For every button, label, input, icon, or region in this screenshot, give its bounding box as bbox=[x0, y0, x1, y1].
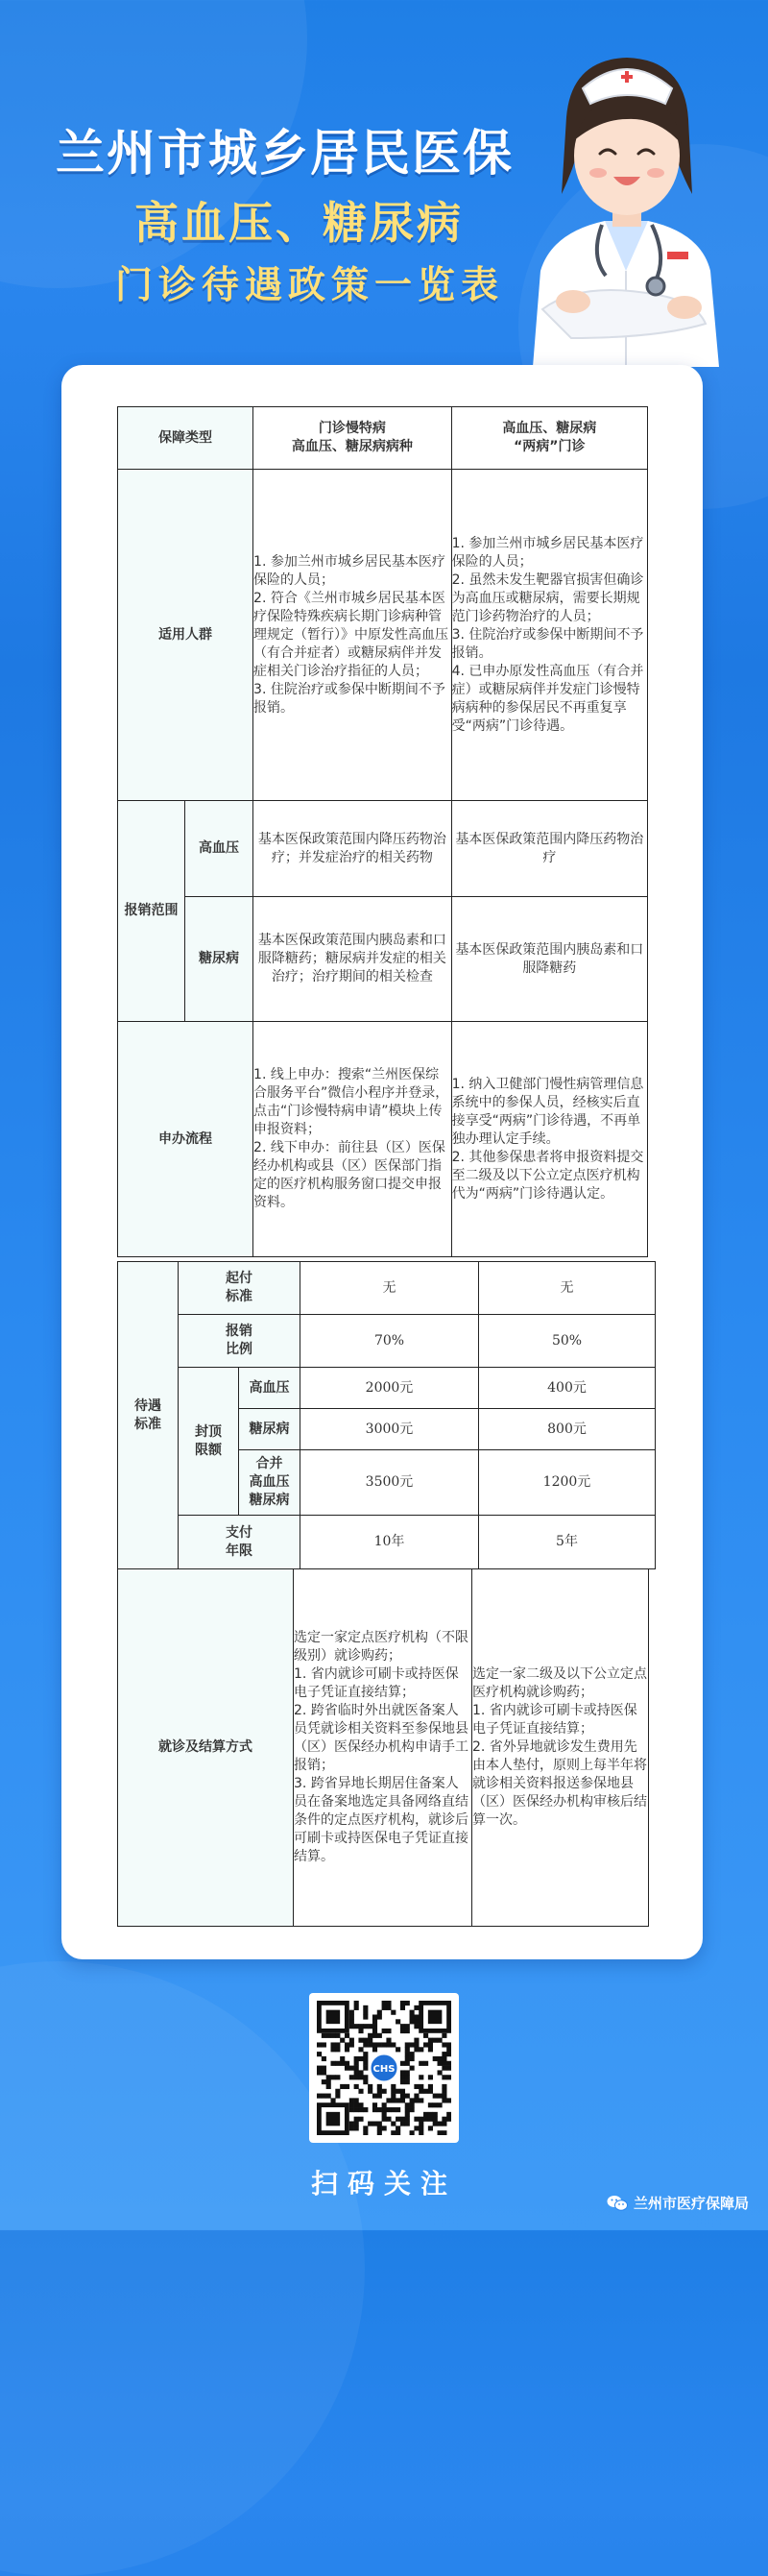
qr-code[interactable] bbox=[309, 1993, 459, 2143]
settlement-col1: 选定一家定点医疗机构（不限级别）就诊购药； 1. 省内就诊可刷卡或持医保电子凭证直接结算； 2. 跨省临时外出就医备案人员凭就诊相关资料至参保地县（区）医保经办机构申请手工报销； 3. 跨省异地长期居住备案人员在备案地选定具备网络直结条件的定点医疗机构，就诊后可刷卡或持医保电子凭证直接结算。 bbox=[294, 1569, 472, 1927]
scope-htn-col2: 基本医保政策范围内降压药物治疗 bbox=[451, 801, 647, 897]
years-col2: 5年 bbox=[479, 1516, 656, 1569]
nurse-illustration bbox=[514, 50, 734, 367]
header-col1: 门诊慢特病 高血压、糖尿病病种 bbox=[253, 407, 452, 470]
settlement-col2: 选定一家二级及以下公立定点医疗机构就诊购药； 1. 省内就诊可刷卡或持医保电子凭证直接结算； 2. 省外异地就诊发生费用先由本人垫付，原则上每半年将就诊相关资料报送参保地县（区）医保经办机构审核后结算一次。 bbox=[472, 1569, 649, 1927]
eligible-col1: 1. 参加兰州市城乡居民基本医疗保险的人员； 2. 符合《兰州市城乡居民基本医疗保险特殊疾病长期门诊病种管理规定（暂行）》中原发性高血压（有合并症者）或糖尿病伴并发症相关门诊治疗指征的人员； 3. 住院治疗或参保中断期间不予报销。 bbox=[253, 470, 452, 801]
ratio-col1: 70% bbox=[300, 1315, 479, 1368]
process-label: 申办流程 bbox=[118, 1022, 253, 1257]
eligible-col2: 1. 参加兰州市城乡居民基本医疗保险的人员； 2. 虽然未发生靶器官损害但确诊为高血压或糖尿病，需要长期规范门诊药物治疗的人员； 3. 住院治疗或参保中断期间不予报销。 4. 已申办原发性高血压（有合并症）或糖尿病伴并发症门诊慢特病病种的参保居民不再重复享受“两病”门诊待遇。 bbox=[451, 470, 647, 801]
row-process bbox=[118, 1022, 648, 1257]
benefit-table bbox=[117, 1261, 656, 1569]
years-label: 支付 年限 bbox=[179, 1516, 300, 1569]
subtitle-policy: 门诊待遇政策一览表 bbox=[115, 264, 505, 307]
cap-both-label: 合并 高血压 糖尿病 bbox=[239, 1450, 300, 1516]
benefit-label: 待遇 标准 bbox=[118, 1262, 179, 1569]
policy-table bbox=[117, 406, 648, 1257]
scope-label: 报销范围 bbox=[118, 801, 185, 1022]
poster-header bbox=[0, 0, 768, 370]
process-col2: 1. 纳入卫健部门慢性病管理信息系统中的参保人员，经核实后直接享受“两病”门诊待遇，不再单独办理认定手续。 2. 其他参保患者将申报资料提交至二级及以下公立定点医疗机构代为“两病”门诊待遇认定。 bbox=[451, 1022, 647, 1257]
header-type-label: 保障类型 bbox=[118, 407, 253, 470]
cap-both-col2: 1200元 bbox=[479, 1450, 656, 1516]
row-scope-htn bbox=[118, 801, 648, 897]
org-name: 兰州市医疗保障局 bbox=[633, 2195, 749, 2212]
row-eligible bbox=[118, 470, 648, 801]
scope-dm-label: 糖尿病 bbox=[184, 897, 252, 1022]
cap-dm-label: 糖尿病 bbox=[239, 1409, 300, 1450]
row-deductible bbox=[118, 1262, 656, 1315]
cap-dm-col1: 3000元 bbox=[300, 1409, 479, 1450]
scope-dm-col1: 基本医保政策范围内胰岛素和口服降糖药；糖尿病并发症的相关治疗；治疗期间的相关检查 bbox=[253, 897, 452, 1022]
cap-htn-col2: 400元 bbox=[479, 1368, 656, 1409]
qr-code-image bbox=[317, 2001, 451, 2135]
cap-dm-col2: 800元 bbox=[479, 1409, 656, 1450]
cap-htn-col1: 2000元 bbox=[300, 1368, 479, 1409]
org-attribution bbox=[607, 2193, 749, 2213]
deductible-col2: 无 bbox=[479, 1262, 656, 1315]
process-col1: 1. 线上申办：搜索“兰州医保综合服务平台”微信小程序并登录，点击“门诊慢特病申请”模块上传申报资料； 2. 线下申办：前往县（区）医保经办机构或县（区）医保部门指定的医疗机构服务窗口提交申报资料。 bbox=[253, 1022, 452, 1257]
cap-label: 封顶 限额 bbox=[179, 1368, 239, 1516]
settlement-label: 就诊及结算方式 bbox=[118, 1569, 294, 1927]
scope-htn-label: 高血压 bbox=[184, 801, 252, 897]
ratio-label: 报销 比例 bbox=[179, 1315, 300, 1368]
scope-htn-col1: 基本医保政策范围内降压药物治疗；并发症治疗的相关药物 bbox=[253, 801, 452, 897]
cap-both-col1: 3500元 bbox=[300, 1450, 479, 1516]
row-ratio bbox=[118, 1315, 656, 1368]
settlement-table bbox=[117, 1568, 649, 1927]
deductible-col1: 无 bbox=[300, 1262, 479, 1315]
years-col1: 10年 bbox=[300, 1516, 479, 1569]
row-settlement bbox=[118, 1569, 649, 1927]
table-header-row bbox=[118, 407, 648, 470]
row-cap-htn bbox=[118, 1368, 656, 1409]
cap-htn-label: 高血压 bbox=[239, 1368, 300, 1409]
subtitle-diseases: 高血压、糖尿病 bbox=[134, 197, 464, 249]
wechat-icon bbox=[607, 2195, 628, 2212]
ratio-col2: 50% bbox=[479, 1315, 656, 1368]
qr-logo-text: CHS bbox=[372, 2064, 396, 2075]
row-years bbox=[118, 1516, 656, 1569]
row-scope-dm bbox=[118, 897, 648, 1022]
eligible-label: 适用人群 bbox=[118, 470, 253, 801]
deductible-label: 起付 标准 bbox=[179, 1262, 300, 1315]
header-col2: 高血压、糖尿病 “两病”门诊 bbox=[451, 407, 647, 470]
scope-dm-col2: 基本医保政策范围内胰岛素和口服降糖药 bbox=[451, 897, 647, 1022]
qr-label: 扫码关注 bbox=[310, 2168, 457, 2199]
main-title: 兰州市城乡居民医保 bbox=[56, 126, 515, 182]
